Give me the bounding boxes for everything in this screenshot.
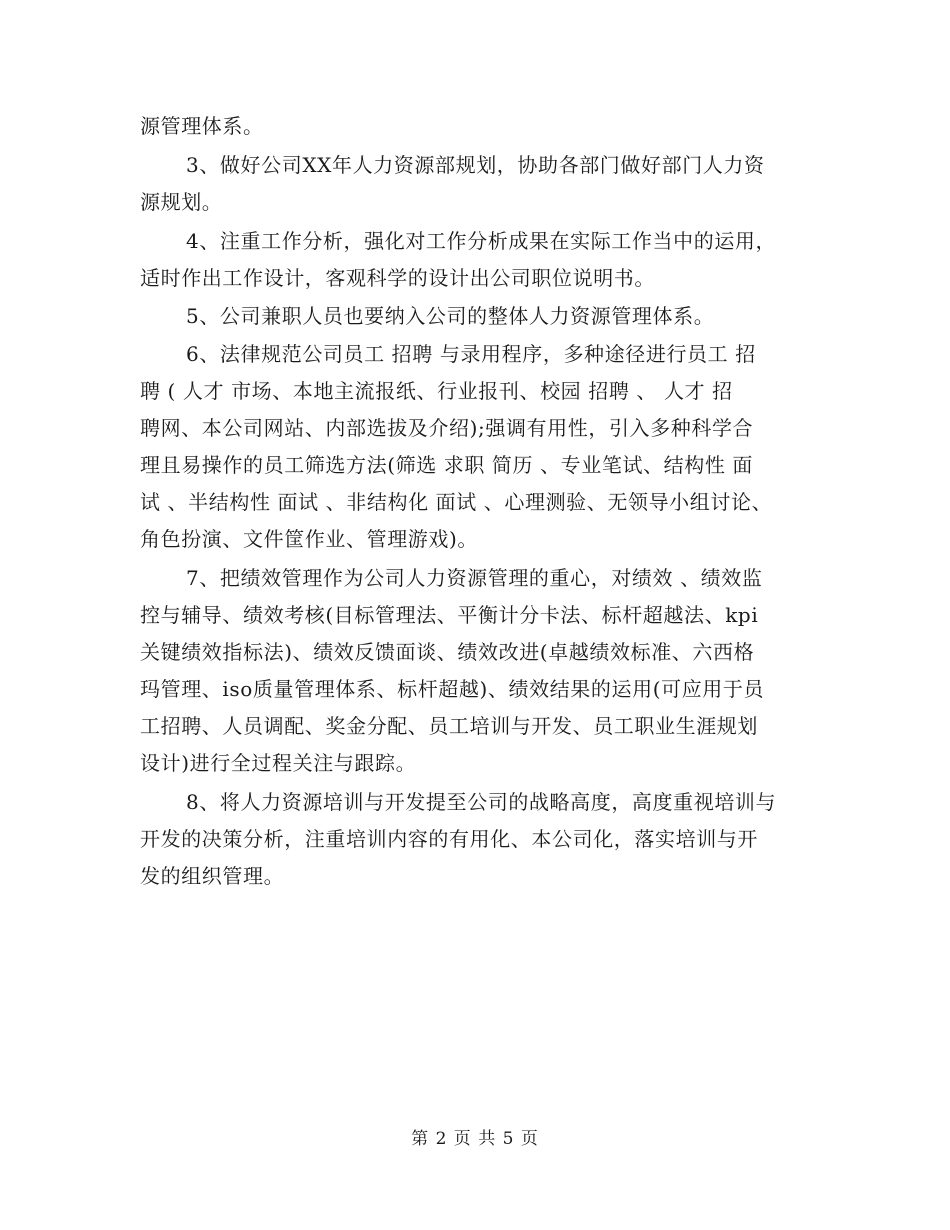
text-line: 发的组织管理。 bbox=[140, 864, 285, 888]
text-line: 工招聘、人员调配、奖金分配、员工培训与开发、员工职业生涯规划 bbox=[140, 714, 758, 738]
text-line: 理且易操作的员工筛选方法(筛选 求职 简历 、专业笔试、结构性 面 bbox=[140, 453, 754, 477]
page-number: 第 2 页 共 5 页 bbox=[411, 1129, 539, 1149]
text-line: 7、把绩效管理作为公司人力资源管理的重心，对绩效 、绩效监 bbox=[186, 566, 763, 590]
text-line: 4、注重工作分析，强化对工作分析成果在实际工作当中的运用， bbox=[186, 229, 777, 253]
text-line: 开发的决策分析，注重培训内容的有用化、本公司化，落实培训与开 bbox=[140, 827, 758, 851]
text-line: 角色扮演、文件筐作业、管理游戏)。 bbox=[140, 527, 479, 551]
text-line: 5、公司兼职人员也要纳入公司的整体人力资源管理体系。 bbox=[186, 304, 715, 328]
text-line: 玛管理、iso质量管理体系、标杆超越)、绩效结果的运用(可应用于员 bbox=[140, 677, 765, 701]
text-line: 适时作出工作设计，客观科学的设计出公司职位说明书。 bbox=[140, 266, 655, 290]
text-line: 设计)进行全过程关注与跟踪。 bbox=[140, 751, 417, 775]
text-line: 源管理体系。 bbox=[140, 114, 264, 138]
text-line: 源规划。 bbox=[140, 190, 223, 214]
text-line: 试 、半结构性 面试 、非结构化 面试 、心理测验、无领导小组讨论、 bbox=[140, 490, 773, 514]
text-line: 控与辅导、绩效考核(目标管理法、平衡计分卡法、标杆超越法、kpi bbox=[140, 603, 759, 627]
text-line: 聘网、本公司网站、内部选拔及介绍);强调有用性，引入多种科学合 bbox=[140, 416, 754, 440]
text-line: 6、法律规范公司员工 招聘 与录用程序，多种途径进行员工 招 bbox=[186, 342, 756, 366]
text-line: 关键绩效指标法)、绩效反馈面谈、绩效改进(卓越绩效标准、六西格 bbox=[140, 640, 755, 664]
text-line: 3、做好公司XX年人力资源部规划，协助各部门做好部门人力资 bbox=[186, 153, 765, 177]
text-line: 8、将人力资源培训与开发提至公司的战略高度，高度重视培训与 bbox=[186, 790, 777, 814]
text-line: 聘 ( 人才 市场、本地主流报纸、行业报刊、校园 招聘 、 人才 招 bbox=[140, 379, 733, 403]
